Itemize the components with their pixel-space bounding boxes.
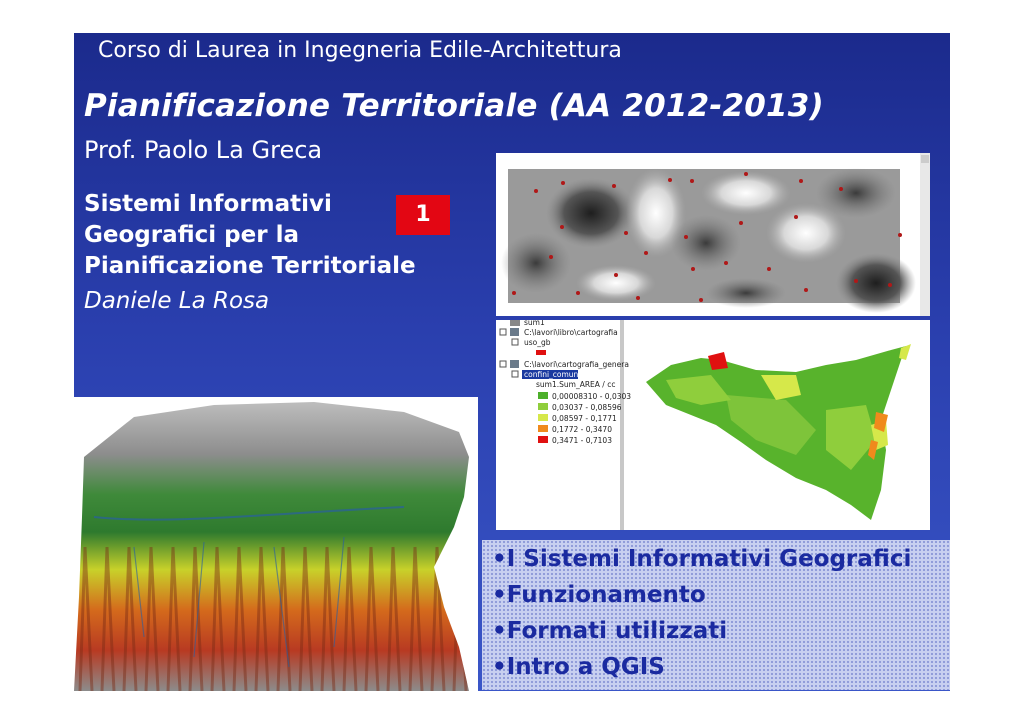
topic-item: •Funzionamento [492, 582, 706, 608]
legend-swatch [538, 425, 548, 432]
legend-label: 0,00008310 - 0,0303 [552, 392, 632, 401]
checkbox-icon [512, 371, 518, 377]
lecture-number-badge: 1 [396, 195, 450, 235]
topic-item: •I Sistemi Informativi Geografici [492, 546, 912, 572]
legend-swatch [538, 436, 548, 443]
interpolation-map-figure [496, 153, 930, 316]
topic-item: •Intro a QGIS [492, 654, 665, 680]
legend-swatch [538, 392, 548, 399]
legend-label: 0,08597 - 0,1771 [552, 414, 617, 423]
sicily-choropleth-map [646, 344, 911, 520]
layer-label: C:\lavori\libro\cartografia [524, 328, 618, 337]
layer-icon [510, 320, 520, 326]
professor-name: Prof. Paolo La Greca [84, 136, 323, 164]
layer-label: confini_comunali [524, 370, 588, 379]
subtitle-line: Geografici per la [84, 222, 299, 248]
gis-software-image [496, 320, 930, 530]
layer-label: C:\lavori\cartografia_genera [524, 360, 629, 369]
layer-label: sum1 [524, 320, 545, 327]
legend-swatch [536, 350, 546, 355]
layer-label: uso_gb [524, 338, 551, 347]
slide-title: Pianificazione Territoriale (AA 2012-2013) [84, 88, 824, 124]
topic-item: •Formati utilizzati [492, 618, 728, 644]
gis-software-figure [496, 320, 930, 530]
layer-label: sum1.Sum_AREA / cc [536, 380, 616, 389]
elevation-model-image [74, 397, 478, 691]
layer-icon [510, 360, 519, 368]
topics-list [482, 540, 950, 690]
author-name: Daniele La Rosa [84, 288, 270, 314]
legend-swatch [538, 414, 548, 421]
subtitle-line: Pianificazione Territoriale [84, 253, 416, 279]
legend-label: 0,03037 - 0,08596 [552, 403, 622, 412]
interpolation-map-image [496, 153, 930, 316]
legend-label: 0,3471 - 0,7103 [552, 436, 612, 445]
lecture-subtitle [84, 189, 416, 282]
checkbox-icon [512, 339, 518, 345]
legend-swatch [538, 403, 548, 410]
subtitle-line: Sistemi Informativi [84, 191, 332, 217]
layer-icon [510, 328, 519, 336]
legend-label: 0,1772 - 0,3470 [552, 425, 612, 434]
course-name: Corso di Laurea in Ingegneria Edile-Architettura [98, 38, 622, 63]
elevation-model-figure [74, 397, 478, 691]
